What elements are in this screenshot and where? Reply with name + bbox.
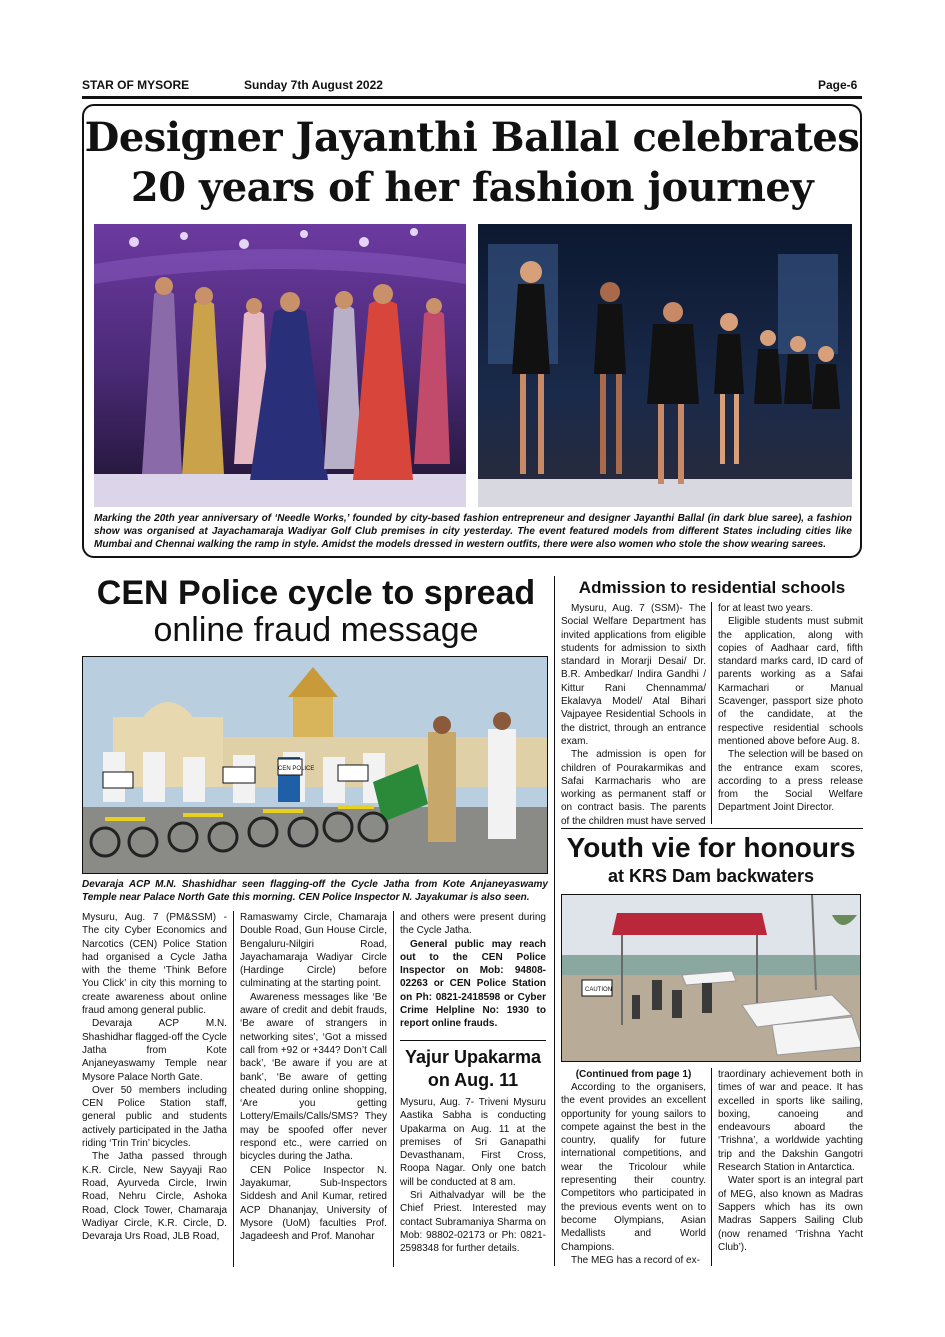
youth-top-rule xyxy=(561,828,863,829)
column-rule xyxy=(233,911,234,1267)
cen-col2-para-1: Ramaswamy Circle, Chamaraja Double Road, Gun House Circle, Bengaluru-Nilgiri Road, Jayachamaraja Wadiyar Circle (Hardinge Circle) before culminating at the starting point. xyxy=(240,912,387,990)
admission-col1-para-1: Mysuru, Aug. 7 (SSM)- The Social Welfare Department has invited applications from eligible students for admission to sixth standard in Morarji Desai/ Dr. B.R. Ambedkar/ Indira Gandhi / Kittur Rani Chennamma/ Ekalavya Model/ Atal Bihari Vajpayee Residential Schools in the district, through an entrance exam. xyxy=(561,603,706,747)
yajur-headline-line2: on Aug. 11 xyxy=(427,1070,519,1090)
cen-col2-para-2: Awareness messages like ‘Be aware of credit and debit frauds, ‘Be aware of strangers in networking sites’, ‘Got a missed call from +92 or +344? Don’t Call back’, ‘Be aware if you are at bank’, ‘Be aware of getting cheated during online shopping, ‘Are you getting Lottery/Emails/Calls/SMS? They may be spoofed offer never respond etc., were carried on bicycles during the Jatha. xyxy=(240,991,387,1163)
cen-headline-line2: online fraud message xyxy=(153,611,479,649)
admission-column-2 xyxy=(718,602,863,815)
youth-col1-para-1: According to the organisers, the event provides an excellent opportunity for young sailors to compete against the best in the country, qualify for future international competitions, and wear the Tricolour while representing their country. Competitors who participated in the previous events went on to become Olympians, Asian Medallists and World Champions. xyxy=(561,1082,706,1253)
cen-col3-helpline: General public may reach out to the CEN Police Inspector on Mob: 94808-02263 or CEN Police Station on Ph: 0821-2418598 or Cyber Crime Helpline No: 1930 to report online frauds. xyxy=(400,938,546,1030)
fashion-photo-saree xyxy=(94,224,466,507)
fashion-headline-line2: 20 years of her fashion journey xyxy=(130,164,814,211)
admission-column-1 xyxy=(561,602,706,828)
admission-col2-para-2: Eligible students must submit the application, along with copies of Aadhaar card, fifth standard marks card, ID card of parents working as a Safai Karmachari or Manual Scavenger, passport size photo of the candidate, at the respective residential schools mentioned above before Aug. 8. xyxy=(718,616,863,747)
cen-caption: Devaraja ACP M.N. Shashidhar seen flagging-off the Cycle Jatha from Kote Anjaneyaswamy Temple near Palace North Gate this morning. CEN Police Inspector N. Jayakumar is also seen. xyxy=(82,879,548,903)
youth-col2-para-1: traordinary achievement both in times of war and peace. It has excelled in sports like sailing, boxing, canoeing and endeavours aboard the ‘Trishna’, a worldwide yachting trip and the Dakshin Gangotri Research Station in Antarctica. xyxy=(718,1069,863,1174)
page-number: Page-6 xyxy=(818,78,858,92)
section-divider xyxy=(554,576,555,1266)
cen-col3-plain: and others were present during the Cycle Jatha. xyxy=(400,912,546,937)
column-rule xyxy=(711,602,712,824)
yajur-body xyxy=(400,1096,546,1256)
fashion-caption: Marking the 20th year anniversary of ‘Needle Works,’ founded by city-based fashion entrepreneur and designer Jayanthi Ballal (in dark blue saree), a fashion show was organised at Jayachamaraja Wadiyar Golf Club premises in city yesterday. The event featured models from different States including cities like Mumbai and Chennai walking the ramp in style. Amidst the models dressed in western outfits, there were also women who stole the show wearing sarees. xyxy=(94,513,852,550)
yajur-para-2: Sri Aithalvadyar will be the Chief Priest. Interested may contact Subramaniya Sharma on Mob: 98802-02173 or Ph: 0821-2598348 for further details. xyxy=(400,1190,546,1255)
youth-headline-line2: at KRS Dam backwaters xyxy=(607,866,815,886)
cen-photo-sign: CEN POLICE xyxy=(278,766,315,772)
cen-col2-para-3: CEN Police Inspector N. Jayakumar, Sub-Inspectors Siddesh and Anil Kumar, retired ACP Dhananjay, University of Mysore (UoM) faculties Prof. Jagadeesh and Prof. Manohar xyxy=(240,1164,387,1243)
cen-col1-para-4: The Jatha passed through K.R. Circle, New Sayyaji Rao Road, Ayurveda Circle, Irwin Road, Nehru Circle, Ashoka Road, Clock Tower, Chamaraja Wadiyar Circle, K.R. Circle, D. Devaraja Urs Road, JLB Road, xyxy=(82,1151,227,1243)
column-rule xyxy=(711,1068,712,1266)
cen-col1-para-1: Mysuru, Aug. 7 (PM&SSM) - The city Cyber Economics and Narcotics (CEN) Police Station had organised a Cycle Jatha with the theme ‘Think Before You Click’ in city this morning to create awareness about online fraud among general public. xyxy=(82,912,227,1017)
admission-col1-para-2: The admission is open for children of Pourakarmikas and Safai Karmacharis who are working as permanent staff or on contract basis. The parents of the children must have served xyxy=(561,749,706,827)
cen-column-2 xyxy=(240,911,387,1243)
cen-col1-para-2: Devaraja ACP M.N. Shashidhar flagged-off the Cycle Jatha from Kote Anjaneyaswamy Temple near Mysore Palace North Gate. xyxy=(82,1018,227,1083)
cen-col1-para-3: Over 50 members including CEN Police Station staff, general public and students actively participated in the Jatha riding ‘Trin Trin’ bicycles. xyxy=(82,1084,227,1150)
cen-headline-line1: CEN Police cycle to spread xyxy=(96,574,536,612)
admission-headline: Admission to residential schools xyxy=(578,578,846,597)
fashion-photo-western xyxy=(478,224,852,507)
youth-col2-para-2: Water sport is an integral part of MEG, also known as Madras Sappers which has its own Madras Sappers Sailing Club (now renamed ‘Trishna Yacht Club’). xyxy=(718,1175,863,1253)
youth-headline-line1: Youth vie for honours xyxy=(566,832,856,863)
paper-name: STAR OF MYSORE xyxy=(82,78,190,92)
cen-cycle-photo xyxy=(82,656,548,874)
admission-col2-para-1: for at least two years. xyxy=(718,603,814,614)
yajur-para-1: Mysuru, Aug. 7- Triveni Mysuru Aastika Sabha is conducting Upakarma on Aug. 11 at the premises of Sri Ganapathi Devasthanam, First Cross, Roopa Nagar. Only one batch will be conducted at 8 am. xyxy=(400,1097,546,1188)
admission-col2-para-3: The selection will be based on the entrance exam scores, according to a press release from the Social Welfare Department Joint Director. xyxy=(718,749,863,814)
youth-col1-para-2: The MEG has a record of ex- xyxy=(571,1254,700,1266)
youth-photo-sign: CAUTION xyxy=(585,987,612,993)
yajur-top-rule xyxy=(400,1040,546,1041)
youth-column-1 xyxy=(561,1081,706,1267)
youth-sailing-photo xyxy=(561,894,861,1062)
yajur-headline-line1: Yajur Upakarma xyxy=(404,1047,542,1067)
fashion-headline-line1: Designer Jayanthi Ballal celebrates xyxy=(84,114,860,161)
header-rule xyxy=(82,96,862,99)
cen-column-3 xyxy=(400,911,546,1031)
youth-column-2 xyxy=(718,1068,863,1254)
cen-column-1 xyxy=(82,911,227,1243)
issue-date: Sunday 7th August 2022 xyxy=(244,78,383,92)
youth-continued: (Continued from page 1) xyxy=(575,1069,692,1080)
column-rule xyxy=(393,911,394,1267)
